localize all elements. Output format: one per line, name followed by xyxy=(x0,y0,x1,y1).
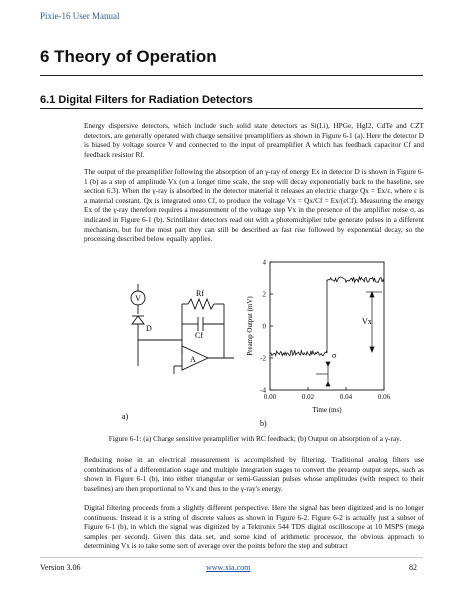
y-axis-label: Preamp Output (mV) xyxy=(246,296,254,356)
label-rf: Rf xyxy=(196,289,204,298)
chapter-rule xyxy=(40,75,423,76)
vx-label: Vx xyxy=(362,317,372,326)
label-v: V xyxy=(135,294,141,303)
y-tick-label: -2 xyxy=(260,354,266,363)
sigma-label: σ xyxy=(332,351,337,360)
figure-6-1 xyxy=(84,254,424,430)
paragraph-4: Digital filtering proceeds from a slightly different perspective. Here the signal has been digitized and is no longer continuous. Instead it is a string of discrete values as shown in Figure 6-2. Figure 6-2 is actually just a subset of Figure 6-1 (b), in which the signal was digitized by a Tektronix 544 TDS digital oscilloscope at 10 MSPS (mega samples per second). Given this data set, and some kind of arithmetic processor, the obvious approach to determining Vx is to take some sort of average over the points before the step and subtract xyxy=(84,503,424,551)
paragraph-3: Reducing noise in an electrical measurement is accomplished by filtering. Traditional analog filters use combinations of a differentiation stage and multiple integration stages to convert the preamp output steps, such as shown in Figure 6-1 (b), into either triangular or semi-Gaussian pulses whose amplitudes (with respect to their baselines) are then proportional to Vx and thus to the γ-ray's energy. xyxy=(84,455,424,493)
section-title: 6.1 Digital Filters for Radiation Detectors xyxy=(40,94,253,106)
section-rule xyxy=(40,108,423,109)
y-tick-label: 0 xyxy=(262,322,266,331)
panel-b-label: b) xyxy=(260,419,267,428)
x-tick-label: 0.04 xyxy=(339,393,353,401)
label-a: A xyxy=(190,355,196,364)
paragraph-2: The output of the preamplifier following the absorption of an γ-ray of energy Ex in detector D is shown in Figure 6-1 (b) as a step of amplitude Vx (on a longer time scale, the step will decay exponentially back to the baseline, see section 6.3). When the γ-ray is absorbed in the detector material it releases an electric charge Qx = Ex/ε, where ε is a material constant. Qx is integrated onto Cf, to produce the voltage Vx = Qx/Cf = Ex/(εCf). Measuring the energy Ex of the γ-ray therefore requires a measurement of the voltage step Vx in the presence of the amplifier noise σ, as indicated in Figure 6-1 (b). Scintillator detectors read out with a photomultiplier tube generate pulses in a different mechanism, but for the most part they can still be described as fast rise followed by exponential decay, so the processing described below equally applies. xyxy=(84,167,424,244)
x-axis-label: Time (ms) xyxy=(312,406,342,414)
chapter-title: 6 Theory of Operation xyxy=(40,47,217,66)
footer-version: Version 3.06 xyxy=(40,563,81,572)
label-d: D xyxy=(146,324,152,333)
y-tick-label: 2 xyxy=(262,290,266,299)
x-tick-label: 0.06 xyxy=(377,393,391,401)
x-tick-label: 0.00 xyxy=(263,393,277,401)
plot-tick-labels xyxy=(260,259,390,402)
label-cf: Cf xyxy=(195,331,203,340)
footer-rule xyxy=(40,557,423,558)
footer-link[interactable]: www.xia.com xyxy=(206,563,251,572)
annotations xyxy=(316,292,382,386)
page-number: 82 xyxy=(409,563,417,572)
paragraph-1: Energy dispersive detectors, which include such solid state detectors as Si(Li), HPGe, HgI2, CdTe and CZT detectors, are generally operated with charge sensitive preamplifiers as shown in Figure 6-1 (a). Here the detector D is biased by voltage source V and connected to the input of preamplifier A which has feedback capacitor Cf and feedback resistor Rf. xyxy=(84,121,424,159)
panel-a-label: a) xyxy=(122,412,129,421)
running-header: Pixie-16 User Manual xyxy=(40,11,120,21)
x-tick-label: 0.02 xyxy=(301,393,315,401)
y-tick-label: -4 xyxy=(260,386,266,395)
figure-caption: Figure 6-1: (a) Charge sensitive preamplifier with RC feedback; (b) Output on absorption of a γ-ray. xyxy=(108,434,402,443)
y-tick-label: 4 xyxy=(262,258,266,267)
